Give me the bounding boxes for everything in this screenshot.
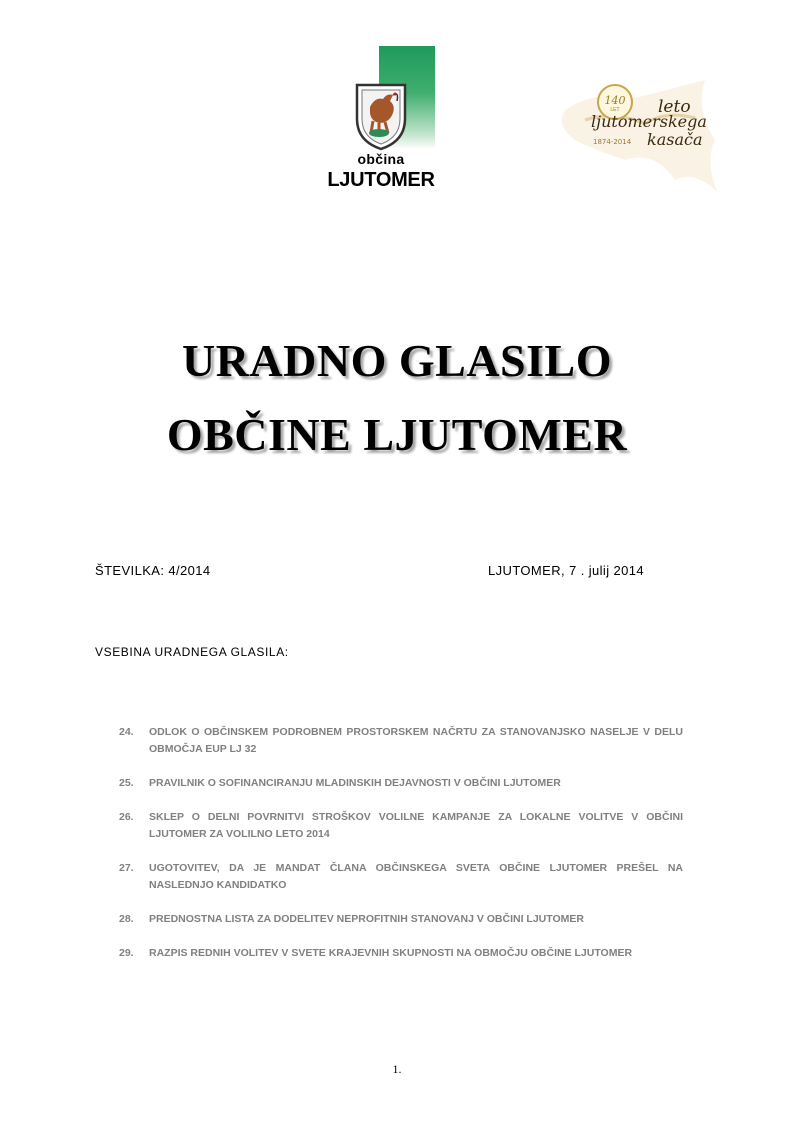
anniversary-years: 1874-2014	[593, 138, 632, 146]
toc-item	[119, 809, 683, 843]
toc-item-text: UGOTOVITEV, DA JE MANDAT ČLANA OBČINSKEGA SVETA OBČINE LJUTOMER PREŠEL NA NASLEDNJO KANDIDATKO	[149, 862, 683, 891]
contents-heading: VSEBINA URADNEGA GLASILA:	[95, 645, 289, 659]
toc-item-text: SKLEP O DELNI POVRNITVI STROŠKOV VOLILNE KAMPANJE ZA LOKALNE VOLITVE V OBČINI LJUTOMER ZA VOLILNO LETO 2014	[149, 811, 683, 840]
toc-item	[119, 945, 683, 962]
coat-of-arms-horse-icon	[353, 81, 409, 151]
toc-item-number: 25.	[119, 777, 134, 789]
anniversary-text-kasaca: kasača	[647, 130, 703, 149]
toc-item	[119, 911, 683, 928]
page-number: 1.	[392, 1062, 402, 1076]
municipality-logo	[325, 45, 437, 195]
anniversary-text-ljutomerskega: ljutomerskega	[591, 112, 707, 131]
toc-item-text: RAZPIS REDNIH VOLITEV V SVETE KRAJEVNIH SKUPNOSTI NA OBMOČJU OBČINE LJUTOMER	[149, 947, 633, 959]
document-title-line-2: OBČINE LJUTOMER	[166, 409, 628, 460]
toc-item-number: 28.	[119, 913, 134, 925]
toc-item	[119, 860, 683, 894]
toc-item-text: PREDNOSTNA LISTA ZA DODELITEV NEPROFITNIH STANOVANJ V OBČINI LJUTOMER	[149, 913, 584, 925]
toc-item	[119, 724, 683, 758]
document-title-line-1: URADNO GLASILO	[181, 335, 612, 386]
anniversary-badge: 140 LET	[597, 84, 633, 120]
table-of-contents	[119, 724, 683, 962]
anniversary-logo	[555, 80, 720, 198]
anniversary-text-leto: leto	[658, 97, 691, 117]
toc-item	[119, 775, 683, 792]
toc-item-number: 24.	[119, 726, 134, 738]
toc-item-number: 27.	[119, 862, 134, 874]
logo-text-obcina: občina	[357, 151, 405, 167]
toc-item-number: 29.	[119, 947, 134, 959]
logo-text-ljutomer: LJUTOMER	[327, 169, 435, 191]
toc-item-text: PRAVILNIK O SOFINANCIRANJU MLADINSKIH DEJAVNOSTI V OBČINI LJUTOMER	[149, 777, 561, 789]
issue-place-date: LJUTOMER, 7 . julij 2014	[488, 563, 645, 578]
toc-item-text: ODLOK O OBČINSKEM PODROBNEM PROSTORSKEM NAČRTU ZA STANOVANJSKO NASELJE V DELU OBMOČJA EUP LJ 32	[149, 726, 683, 755]
issue-number: ŠTEVILKA: 4/2014	[95, 563, 211, 578]
toc-item-number: 26.	[119, 811, 134, 823]
